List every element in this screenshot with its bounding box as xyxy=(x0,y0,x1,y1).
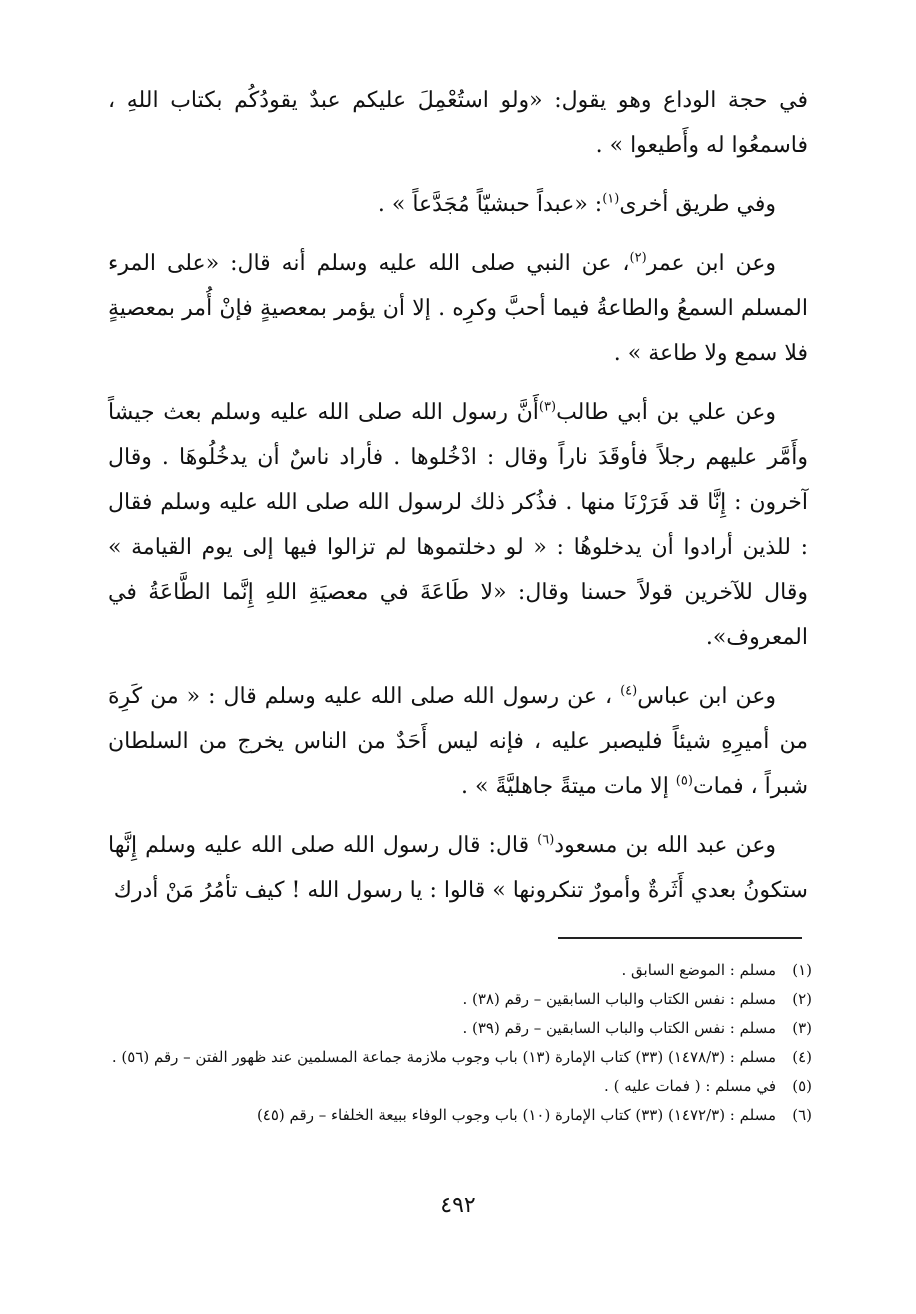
footnote-reference: (١) xyxy=(602,191,620,207)
paragraph-text: قال: قال رسول الله صلى الله عليه وسلم إِنَّها ستكونُ بعدي أَثَرةٌ وأمورٌ تنكرونها » قالوا : يا رسول الله ! كيف تأمُرُ مَنْ أدرك xyxy=(108,833,808,903)
footnote-text: مسلم : الموضع السابق . xyxy=(621,961,776,979)
paragraph-text: وعن علي بن أبي طالب xyxy=(556,400,776,425)
paragraph-text: في حجة الوداع وهو يقول: «ولو استُعْمِلَ عليكم عبدٌ يقودُكُم بكتاب اللهِ ، فاسمعُوا له وأَطيعوا » . xyxy=(108,88,808,158)
footnote-number: (١) xyxy=(792,961,812,979)
page-number: ٤٩٢ xyxy=(440,1193,476,1218)
footnote-text: في مسلم : ( فمات عليه ) . xyxy=(604,1077,776,1095)
paragraph-text: ، عن النبي صلى الله عليه وسلم أنه قال: «على المرء المسلم السمعُ والطاعةُ فيما أحبَّ وكرِه . إلا أن يؤمر بمعصيةٍ فإنْ أُمر بمعصيةٍ فلا سمع ولا طاعة » . xyxy=(108,251,808,366)
footnote-text: مسلم : نفس الكتاب والباب السابقين – رقم (٣٨) . xyxy=(462,990,776,1008)
paragraph-text: وعن ابن عباس xyxy=(637,684,777,709)
paragraph-text: وفي طريق أخرى xyxy=(619,192,776,217)
paragraph-text: : «عبداً حبشيّاً مُجَدَّعاً » . xyxy=(377,192,603,217)
body-text xyxy=(108,78,808,927)
paragraph xyxy=(108,78,808,168)
footnote-reference: (٥) xyxy=(675,773,693,789)
paragraph-text: إلا مات ميتةً جاهليَّةً » . xyxy=(461,774,676,799)
paragraph-text: وعن عبد الله بن مسعود xyxy=(554,833,777,858)
footnote-number: (٦) xyxy=(792,1106,812,1124)
paragraph xyxy=(108,182,808,227)
footnote-text: مسلم : نفس الكتاب والباب السابقين – رقم (٣٩) . xyxy=(462,1019,776,1037)
paragraph xyxy=(108,674,808,809)
paragraph-text: أَنَّ رسول الله صلى الله عليه وسلم بعث جيشاً وأَمَّر عليهم رجلاً فأوقَدَ ناراً وقال : ادْخُلوها . فأراد ناسٌ أن يدخُلُوهَا . وقال آخرون : إِنَّا قد فَرَرْنَا منها . فذُكر ذلك لرسول الله صلى الله عليه وسلم فقال : للذين أرادوا أن يدخلوهُا : « لو دخلتموها لم تزالوا فيها إلى يوم القيامة » وقال للآخرين قولاً حسنا وقال: «لا طَاعَةَ في معصيَةِ اللهِ إِنَّما الطَّاعَةُ في المعروف». xyxy=(108,400,808,650)
footnote xyxy=(108,1043,812,1072)
footnote xyxy=(108,1014,812,1043)
footnote xyxy=(108,985,812,1014)
footnote-text: مسلم : (١٤٧٢/٣) (٣٣) كتاب الإمارة (١٠) باب وجوب الوفاء ببيعة الخلفاء – رقم (٤٥) xyxy=(256,1106,776,1124)
footnote-number: (٢) xyxy=(792,990,812,1008)
footnote-reference: (٦) xyxy=(537,832,555,848)
footnote-number: (٣) xyxy=(792,1019,812,1037)
paragraph xyxy=(108,241,808,376)
paragraph-text: ، عن رسول الله صلى الله عليه وسلم قال : « من كَرِهَ من أميرِهِ شيئاً فليصبر عليه ، فإنه ليس أَحَدٌ من الناس يخرج من السلطان شبراً ، فمات xyxy=(108,684,808,799)
paragraph-text: وعن ابن عمر xyxy=(646,251,777,276)
footnote xyxy=(108,1072,812,1101)
footnote-reference: (٢) xyxy=(629,250,647,266)
footnote-reference: (٣) xyxy=(538,399,557,415)
paragraph xyxy=(108,823,808,913)
footnote-number: (٤) xyxy=(792,1048,812,1066)
paragraph xyxy=(108,390,808,660)
footnote-number: (٥) xyxy=(792,1077,812,1095)
footnote-text: مسلم : (١٤٧٨/٣) (٣٣) كتاب الإمارة (١٣) باب وجوب ملازمة جماعة المسلمين عند ظهور الفتن – رقم (٥٦) . xyxy=(111,1048,776,1066)
footnote xyxy=(108,1101,812,1130)
footnotes xyxy=(108,956,812,1130)
footnote-reference: (٤) xyxy=(620,683,638,699)
footnote xyxy=(108,956,812,985)
footnote-separator xyxy=(558,937,802,939)
